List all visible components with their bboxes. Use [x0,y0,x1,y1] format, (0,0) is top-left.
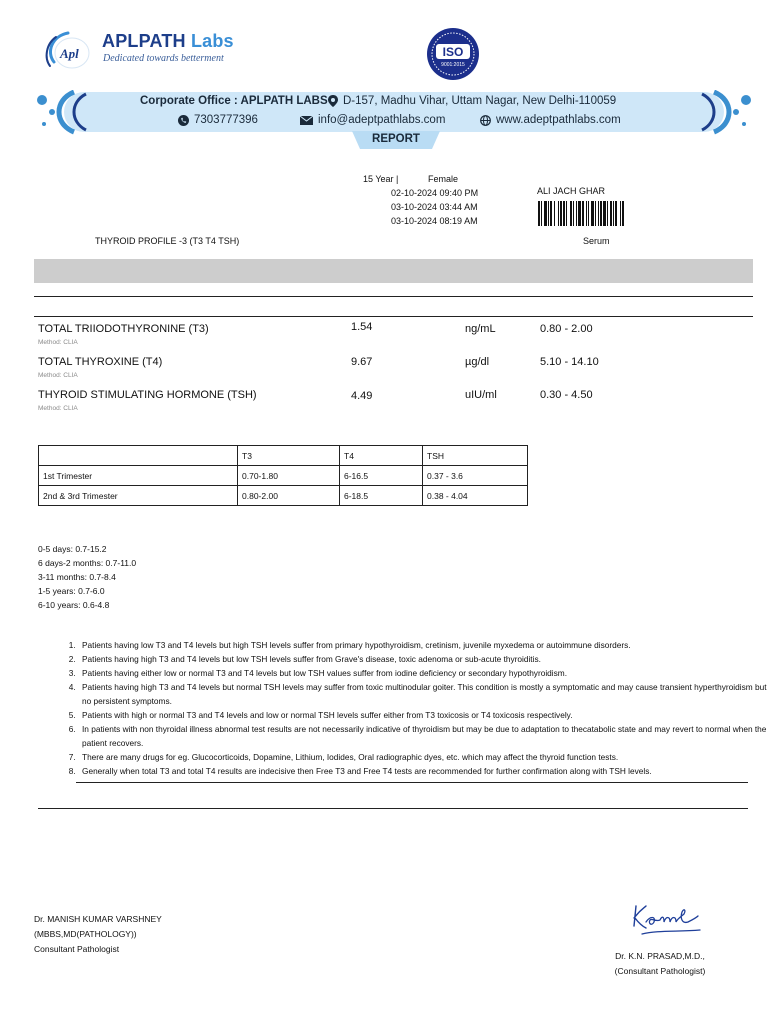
barcode-bar [615,201,617,226]
right-signatory [604,949,716,979]
barcode-image [538,201,662,226]
test-value: 9.67 [351,356,373,368]
list-item: 8. Generally when total T3 and total T4 results are indecisive then Free T3 and Free T4 tests are recommended for further confirmation along with TSH levels. [78,764,768,778]
barcode-bar [548,201,549,226]
list-item: 3. Patients having either low or normal T3 and T4 levels but low TSH values suffer from iodine deficiency or secondary hypothyroidism. [78,666,768,680]
table-row [39,486,528,506]
divider [76,782,748,783]
phone: 7303777396 [178,114,258,126]
list-item: 7. There are many drugs for eg. Glucocorticoids, Dopamine, Lithium, Iodides, Oral radiographic dyes, etc. which may affect the thyroid function tests. [78,750,768,764]
list-item: 2. Patients having high T3 and T4 levels but low TSH levels suffer from Grave's disease, toxic adenoma or sub-acute thyroiditis. [78,652,768,666]
signatory-qualification: (MBBS,MD(PATHOLOGY)) [34,929,137,939]
collection-date: 03-10-2024 03:44 AM [391,202,478,212]
test-name: TOTAL THYROXINE (T4) [38,356,163,368]
table-cell: 0.38 - 4.04 [423,486,528,506]
table-cell: 6-18.5 [340,486,423,506]
list-item: 4. Patients having high T3 and T4 levels but normal TSH levels may suffer from toxic multinodular goiter. This condition is mostly a symptomatic and may cause transient hyperthyroidism but no persistent symptoms. [78,680,768,708]
barcode-bar [576,201,577,226]
barcode-bar [558,201,559,226]
test-unit: ng/mL [465,323,496,335]
patient-gender: Female [428,174,459,184]
barcode-bar [595,201,596,226]
trimester-reference-table [38,445,528,506]
svg-text:9001:2015: 9001:2015 [441,62,465,68]
test-name: THYROID STIMULATING HORMONE (TSH) [38,389,257,401]
corporate-office-label: Corporate Office : APLPATH LABS [140,95,328,107]
table-cell: 0.37 - 3.6 [423,466,528,486]
test-name: TOTAL TRIIODOTHYRONINE (T3) [38,323,209,335]
test-unit: uIU/ml [465,389,497,401]
list-item: 5. Patients with high or normal T3 and T4 levels and low or normal TSH levels suffer either from T3 toxicosis or T4 toxicosis respectively. [78,708,768,722]
email: info@adeptpathlabs.com [300,114,445,126]
svg-text:ISO: ISO [442,45,464,59]
list-item: 6-10 years: 0.6-4.8 [38,600,110,610]
patient-age: 15 Year | [363,174,399,184]
table-header-cell: T4 [340,446,423,466]
barcode-bar [598,201,599,226]
svg-text:Apl: Apl [60,46,79,61]
table-header-cell: TSH [423,446,528,466]
signatory-name: Dr. K.N. PRASAD,M.D., [615,951,705,961]
test-value: 1.54 [351,321,373,333]
table-row [39,466,528,486]
left-signatory [34,912,162,957]
test-reference-range: 0.80 - 2.00 [540,323,593,335]
table-cell: 0.70-1.80 [238,466,340,486]
barcode-bar [578,201,581,226]
table-cell: 2nd & 3rd Trimester [39,486,238,506]
barcode-bar [550,201,552,226]
barcode-bar [582,201,584,226]
sample-type: Serum [583,236,610,246]
divider [34,316,753,317]
barcode-bar [560,201,562,226]
barcode-bar [544,201,547,226]
signatory-title: Consultant Pathologist [34,944,120,954]
table-cell: 6-16.5 [340,466,423,486]
test-profile-title: THYROID PROFILE -3 (T3 T4 TSH) [95,236,240,246]
list-item: 1-5 years: 0.7-6.0 [38,586,105,596]
iso-seal-icon [426,27,480,81]
table-cell: 0.80-2.00 [238,486,340,506]
list-item: 0-5 days: 0.7-15.2 [38,544,107,554]
test-value: 4.49 [351,390,373,402]
report-date: 03-10-2024 08:19 AM [391,216,478,226]
barcode-bar [603,201,606,226]
barcode-bar [586,201,587,226]
divider [38,808,748,809]
barcode-bar [613,201,614,226]
barcode-bar [610,201,612,226]
barcode-bar [541,201,542,226]
phone-icon [178,115,189,126]
barcode-bar [566,201,567,226]
age-reference-ranges [38,542,136,612]
location-pin-icon [328,95,338,107]
barcode-bar [588,201,589,226]
barcode-bar [554,201,555,226]
section-header-bar [34,259,753,283]
table-cell: 1st Trimester [39,466,238,486]
table-header-cell: T3 [238,446,340,466]
test-method: Method: CLIA [38,372,78,379]
barcode-bar [622,201,624,226]
registration-date: 02-10-2024 09:40 PM [391,188,479,198]
list-item: 1. Patients having low T3 and T4 levels but high TSH levels suffer from primary hypothyroidism, cretinism, juvenile myxedema or autoimmune disorders. [78,638,768,652]
test-reference-range: 0.30 - 4.50 [540,389,593,401]
website: www.adeptpathlabs.com [480,114,621,126]
barcode-bar [620,201,621,226]
table-header-cell [39,446,238,466]
barcode-bar [570,201,572,226]
barcode-bar [538,201,540,226]
barcode-bar [600,201,602,226]
brand-tagline: Dedicated towards betterment [103,53,224,64]
divider [34,296,753,297]
test-reference-range: 5.10 - 14.10 [540,356,599,368]
signatory-title: (Consultant Pathologist) [614,966,706,976]
address: D-157, Madhu Vihar, Uttam Nagar, New Delhi-110059 [328,95,616,107]
list-item: 6. In patients with non thyroidal illness abnormal test results are not necessarily indicative of thyroidism but may be due to adaptation to thecatabolic state and may revert to normal when the patient recovers. [78,722,768,750]
barcode-bar [563,201,565,226]
signatory-name: Dr. MANISH KUMAR VARSHNEY [34,914,162,924]
barcode-bar [573,201,574,226]
signature-image [628,900,708,938]
table-header-row [39,446,528,466]
collection-location: ALI JACH GHAR [537,186,606,196]
test-method: Method: CLIA [38,405,78,412]
mail-icon [300,116,313,125]
globe-icon [480,115,491,126]
report-title: REPORT [372,133,420,145]
barcode-bar [607,201,608,226]
test-unit: µg/dl [465,356,490,368]
list-item: 3-11 months: 0.7-8.4 [38,572,116,582]
barcode-bar [591,201,594,226]
brand-name: APLPATH Labs [102,31,234,51]
list-item: 6 days-2 months: 0.7-11.0 [38,558,137,568]
interpretation-notes [60,638,768,778]
test-method: Method: CLIA [38,339,78,346]
aplpath-logo-icon [44,28,96,72]
